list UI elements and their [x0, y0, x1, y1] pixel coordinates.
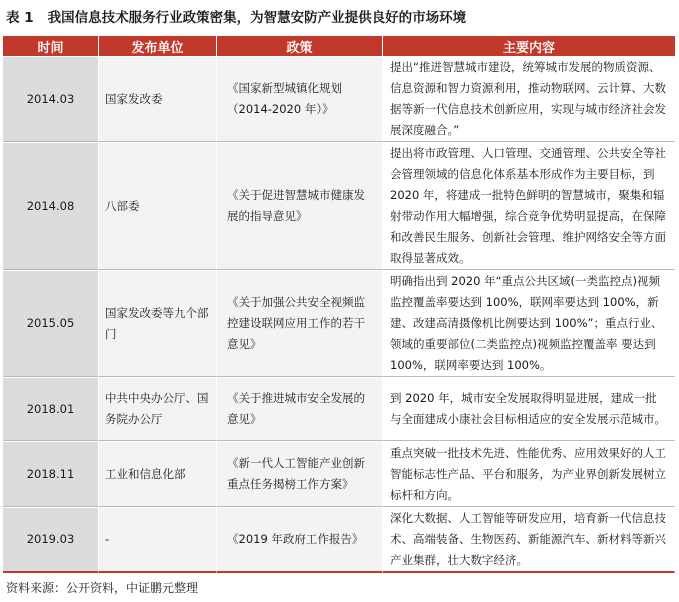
table-header-row	[3, 36, 675, 56]
cell-date: 2018.11	[3, 441, 99, 507]
cell-policy: 《关于促进智慧城市健康发展的指导意见》	[217, 142, 383, 270]
cell-date: 2019.03	[3, 507, 99, 573]
table-number: 表 1	[6, 10, 34, 26]
table-row	[3, 507, 675, 573]
table-row	[3, 56, 675, 142]
table-row	[3, 142, 675, 270]
header-content: 主要内容	[383, 36, 675, 56]
cell-content: 明确指出到 2020 年“重点公共区域(一类监控点)视频监控覆盖率要达到 100%，联网率要达到 100%，新建、改建高清摄像机比例要达到 100%”；重点行业、领域的重要部位(二类监控点)视频监控覆盖率 要达到 100%，联网率要达到 100%。	[383, 270, 675, 377]
cell-content: 提出“推进智慧城市建设，统筹城市发展的物质资源、信息资源和智力资源利用，推动物联网、云计算、大数据等新一代信息技术创新应用，实现与城市经济社会发展深度融合。”	[383, 56, 675, 142]
cell-policy: 《新一代人工智能产业创新重点任务揭榜工作方案》	[217, 441, 383, 507]
policy-table	[3, 36, 675, 573]
header-policy: 政策	[217, 36, 383, 56]
cell-content: 重点突破一批技术先进、性能优秀、应用效果好的人工智能标志性产品、平台和服务，为产业界创新发展树立标杆和方向。	[383, 441, 675, 507]
cell-issuer: 国家发改委等九个部门	[99, 270, 217, 377]
cell-issuer: 国家发改委	[99, 56, 217, 142]
cell-issuer: -	[99, 507, 217, 573]
cell-date: 2018.01	[3, 377, 99, 441]
cell-policy: 《2019 年政府工作报告》	[217, 507, 383, 573]
cell-date: 2014.03	[3, 56, 99, 142]
table-row	[3, 441, 675, 507]
table-row	[3, 270, 675, 377]
cell-content: 提出将市政管理、人口管理、交通管理、公共安全等社会管理领域的信息化体系基本形成作为主要目标，到 2020 年，将建成一批特色鲜明的智慧城市，聚集和辐射带动作用大幅增强，综合竞争优势明显提高，在保障和改善民生服务、创新社会管理、维护网络安全等方面取得显著成效。	[383, 142, 675, 270]
cell-policy: 《关于推进城市安全发展的意见》	[217, 377, 383, 441]
table-title: 我国信息技术服务行业政策密集，为智慧安防产业提供良好的市场环境	[47, 10, 467, 26]
table-caption	[6, 8, 674, 28]
header-date: 时间	[3, 36, 99, 56]
cell-issuer: 中共中央办公厅、国务院办公厅	[99, 377, 217, 441]
table-row	[3, 377, 675, 441]
cell-policy: 《关于加强公共安全视频监控建设联网应用工作的若干意见》	[217, 270, 383, 377]
cell-content: 到 2020 年，城市安全发展取得明显进展，建成一批与全面建成小康社会目标相适应的安全发展示范城市。	[383, 377, 675, 441]
cell-issuer: 工业和信息化部	[99, 441, 217, 507]
header-issuer: 发布单位	[99, 36, 217, 56]
cell-date: 2015.05	[3, 270, 99, 377]
cell-content: 深化大数据、人工智能等研发应用，培育新一代信息技术、高端装备、生物医药、新能源汽车、新材料等新兴产业集群，壮大数字经济。	[383, 507, 675, 573]
cell-issuer: 八部委	[99, 142, 217, 270]
source-note: 资料来源：公开资料，中证鹏元整理	[6, 581, 199, 595]
cell-policy: 《国家新型城镇化规划（2014-2020 年）》	[217, 56, 383, 142]
cell-date: 2014.08	[3, 142, 99, 270]
